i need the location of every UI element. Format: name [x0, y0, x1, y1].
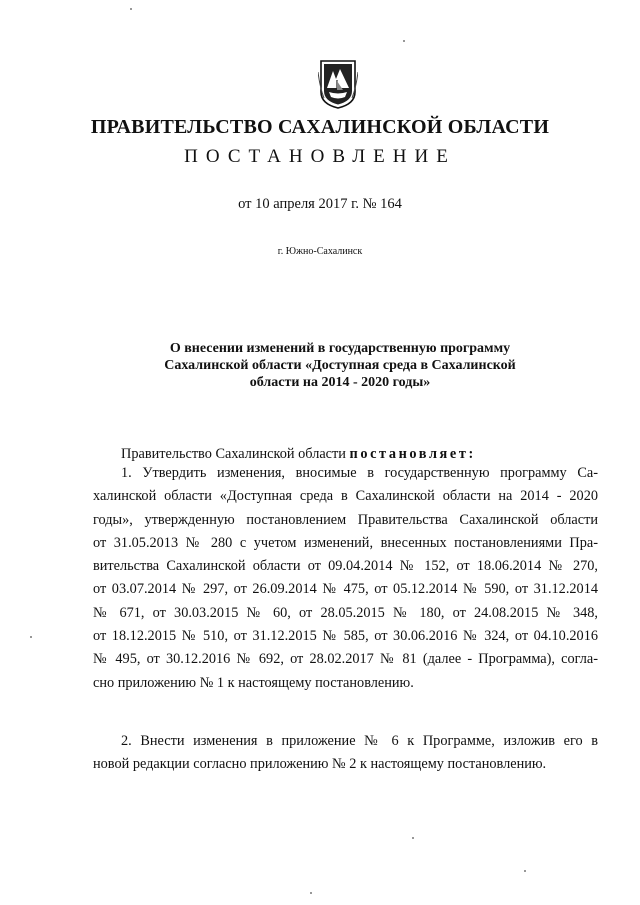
document-subject — [150, 340, 530, 391]
paragraph-line: сно приложению № 1 к настоящему постановлению. — [93, 674, 414, 691]
paragraph-line: вительства Сахалинской области от 09.04.2014 № 152, от 18.06.2014 № 270, — [93, 558, 598, 575]
intro-keyword: постановляет: — [349, 446, 476, 462]
paragraph-line: 2. Внести изменения в приложение № 6 к Программе, изложив его в — [121, 733, 598, 749]
subject-line: О внесении изменений в государственную программу — [169, 341, 511, 356]
scan-speck — [524, 870, 526, 872]
subject-line: области на 2014 - 2020 годы» — [249, 375, 431, 390]
scan-speck — [30, 636, 32, 638]
paragraph-line: халинской области «Доступная среда в Сахалинской области на 2014 - 2020 — [93, 488, 598, 505]
paragraph-line: от 31.05.2013 № 280 с учетом изменений, внесенных постановлениями Пра- — [93, 534, 598, 551]
sakhalin-coat-of-arms-icon — [318, 58, 358, 110]
paragraph-1 — [93, 462, 598, 695]
scan-speck — [130, 8, 132, 10]
paragraph-line: новой редакции согласно приложению № 2 к настоящему постановлению. — [93, 756, 547, 773]
document-city: г. Южно-Сахалинск — [277, 246, 363, 257]
paragraph-line: № 495, от 30.12.2016 № 692, от 28.02.2017 № 81 (далее - Программа), согла- — [93, 651, 598, 668]
scan-speck — [403, 40, 405, 42]
paragraph-line: 1. Утвердить изменения, вносимые в государственную программу Са- — [121, 465, 598, 481]
paragraph-line: от 03.07.2014 № 297, от 26.09.2014 № 475, от 05.12.2014 № 590, от 31.12.2014 — [93, 581, 598, 598]
scan-speck — [310, 892, 312, 894]
paragraph-line: от 18.12.2015 № 510, от 31.12.2015 № 585, от 30.06.2016 № 324, от 04.10.2016 — [93, 628, 598, 645]
scan-speck — [412, 837, 414, 839]
intro-text: Правительство Сахалинской области — [121, 446, 346, 462]
paragraph-2 — [93, 730, 598, 777]
paragraph-line: годы», утвержденную постановлением Правительства Сахалинской области — [93, 511, 598, 528]
document-date-number: от 10 апреля 2017 г. № 164 — [238, 196, 402, 212]
subject-line: Сахалинской области «Доступная среда в Сахалинской — [164, 358, 516, 373]
government-title: ПРАВИТЕЛЬСТВО САХАЛИНСКОЙ ОБЛАСТИ — [90, 116, 550, 138]
paragraph-line: № 671, от 30.03.2015 № 60, от 28.05.2015 № 180, от 24.08.2015 № 348, — [93, 604, 598, 621]
document-type: ПОСТАНОВЛЕНИЕ — [184, 146, 456, 167]
